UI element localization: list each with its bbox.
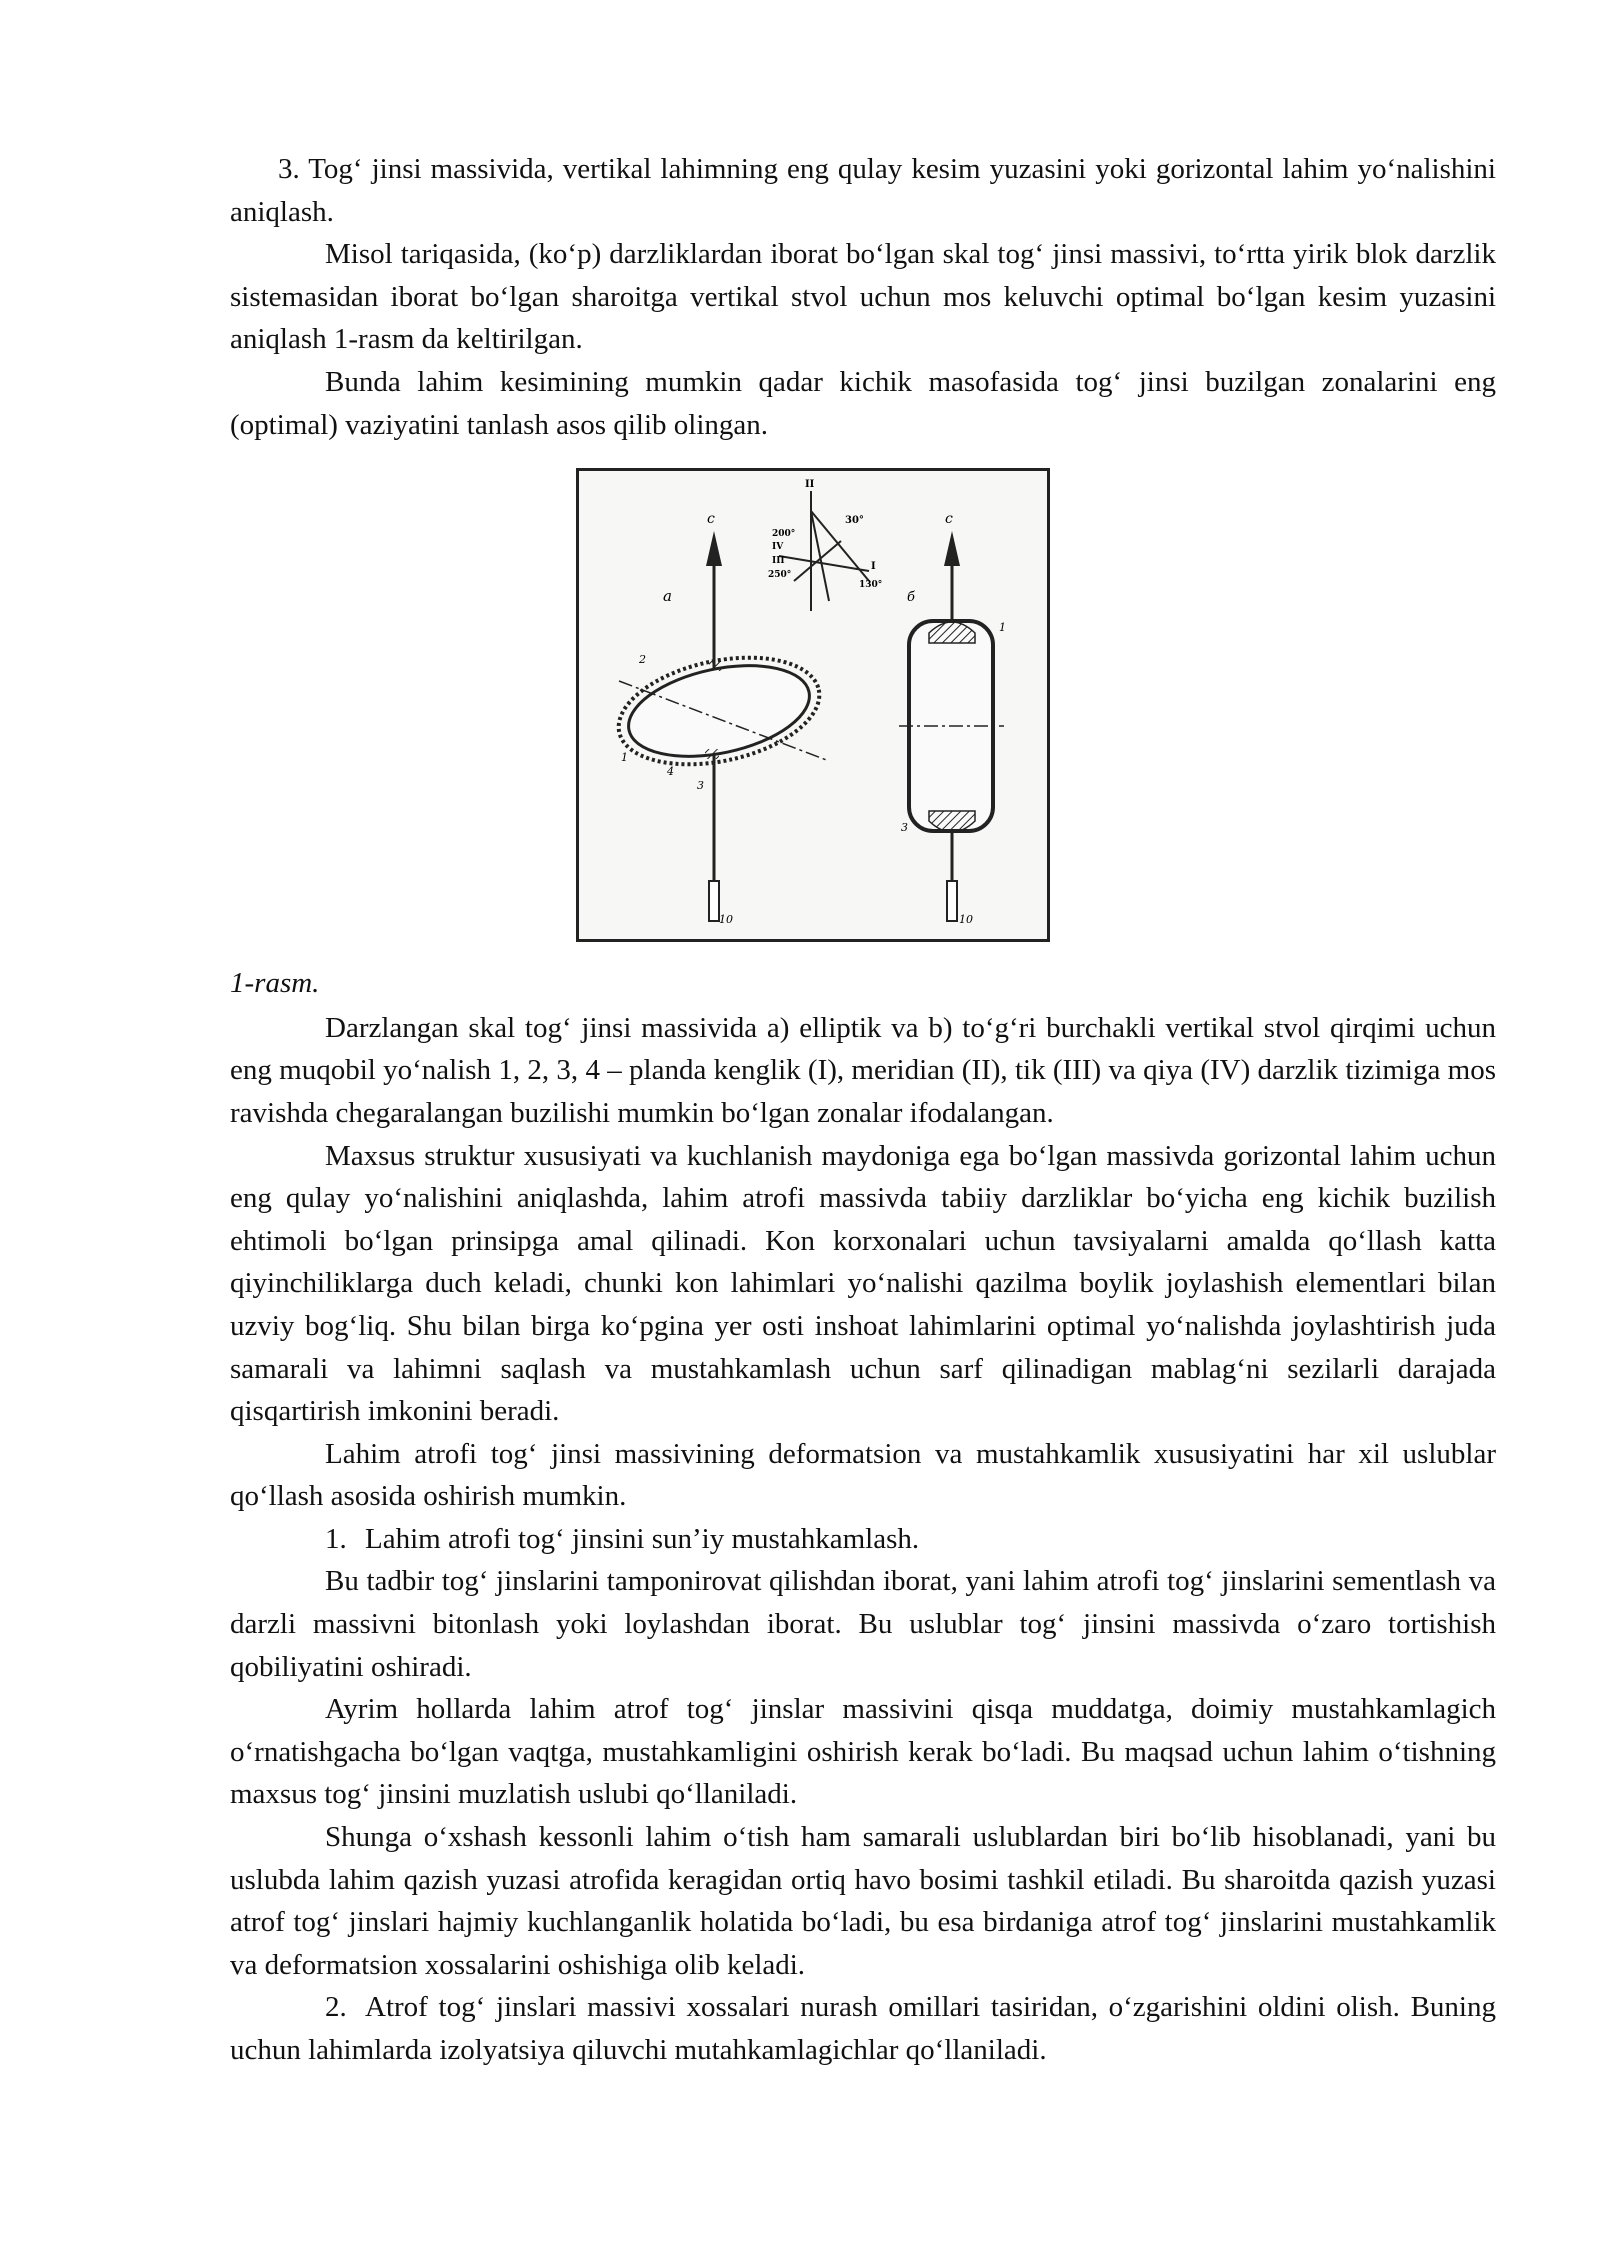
list-item-2 <box>230 1986 1496 2071</box>
right-shaft-base <box>947 881 957 921</box>
rose-label-200: 200° <box>772 529 796 540</box>
paragraph-caisson: Shunga o‘xshash kessonli lahim o‘tish ham samarali uslublardan biri bo‘lib hisoblanadi, yani bu uslubda lahim qazish yuzasi atrofida keragidan ortiq havo bosimi tashkil etiladi. Bu sharoitda qazish yuzasi atrof tog‘ jinslari hajmiy kuchlanganlik holatida bo‘ladi, bu esa birdaniga atrof tog‘ jinslarini mustahkamlik va deformatsion xossalarini oshishiga olib keladi. <box>230 1821 1496 1981</box>
figure-container <box>230 468 1496 956</box>
list-item-1 <box>230 1518 1496 1561</box>
left-north-arrowhead <box>706 531 722 566</box>
rose-label-250: 250° <box>768 570 792 581</box>
rose-label-30: 30° <box>845 515 864 527</box>
left-label-4: 4 <box>667 765 674 779</box>
panel-b-label: б <box>907 590 915 606</box>
paragraph-freezing: Ayrim hollarda lahim atrof tog‘ jinslar massivini qisqa muddatga, doimiy mustahkamlagich o‘rnatishgacha bo‘lgan vaqtga, mustahkamligini oshirish kerak bo‘ladi. Bu maqsad uchun lahim o‘tishning maxsus tog‘ jinsini muzlatish uslubi qo‘llaniladi. <box>230 1693 1496 1811</box>
paragraph-heading-3: 3. Tog‘ jinsi massivida, vertikal lahimning eng qulay kesim yuzasini yoki gorizontal lahim yo‘nalishini aniqlash. <box>230 153 1496 228</box>
right-north-arrowhead <box>944 531 960 566</box>
rose-label-iii: III <box>772 556 785 567</box>
paragraph-basis: Bunda lahim kesimining mumkin qadar kichik masofasida tog‘ jinsi buzilgan zonalarini eng (optimal) vaziyatini tanlash asos qilib olingan. <box>230 365 1496 441</box>
rose-line-d <box>811 511 829 601</box>
figure-caption: 1-rasm. <box>230 967 320 1000</box>
figure-svg <box>579 471 1047 939</box>
rose-label-roman-top: II <box>805 479 815 491</box>
left-label-1: 1 <box>621 751 628 765</box>
paragraph-deformation: Lahim atrofi tog‘ jinsi massivining deformatsion va mustahkamlik xususiyatini har xil uslublar qo‘llash asosida oshirish mumkin. <box>230 1437 1496 1513</box>
ellipse-hatch-bottom <box>705 749 719 759</box>
paragraph-tamponing: Bu tadbir tog‘ jinslarini tamponirovat qilishdan iborat, yani lahim atrofi tog‘ jinslarini sementlash va darzli massivni bitonlash yoki loylashdan iborat. Bu uslublar tog‘ jinsini massivda o‘zaro tortishish qobiliyatini oshiradi. <box>230 1565 1496 1683</box>
figure-1-diagram <box>576 468 1050 942</box>
panel-a-label: a <box>663 587 672 606</box>
right-label-10: 10 <box>959 913 973 927</box>
document-page <box>230 148 1496 2072</box>
left-label-10: 10 <box>719 913 733 927</box>
ellipse-hatch-top <box>709 661 723 671</box>
right-label-1: 1 <box>999 621 1006 635</box>
left-label-2-top: 2 <box>639 653 646 667</box>
rose-label-i: I <box>871 561 876 573</box>
paragraph-horizontal-direction: Maxsus struktur xususiyati va kuchlanish maydoniga ega bo‘lgan massivda gorizontal lahim uchun eng qulay yo‘nalishini aniqlashda, lahim atrofi massivda tabiiy darzliklar bo‘yicha eng kichik buzilish ehtimoli bo‘lgan prinsipga amal qilinadi. Kon korxonalari uchun tavsiyalarni amalda qo‘llash katta qiyinchiliklarga duch keladi, chunki kon lahimlari yo‘nalishi qazilma boylik joylashish elementlari bilan uzviy bog‘liq. Shu bilan birga ko‘pgina yer osti inshoat lahimlarini optimal yo‘nalishda joylashtirish juda samarali va lahimni saqlash va mustahkamlash uchun sarf qilinadigan mablag‘ni sezilarli darajada qisqartirish imkonini beradi. <box>230 1139 1496 1428</box>
paragraph-figure-description: Darzlangan skal tog‘ jinsi massivida a) elliptik va b) to‘g‘ri burchakli vertikal stvol qirqimi uchun eng muqobil yo‘nalish 1, 2, 3, 4 – planda kenglik (I), meridian (II), tik (III) va qiya (IV) darzlik tizimiga mos ravishda chegaralangan buzilishi mumkin bo‘lgan zonalar ifodalangan. <box>230 1011 1496 1129</box>
list-item-2-text: Atrof tog‘ jinslari massivi xossalari nurash omillari tasiridan, o‘zgarishini oldini olish. Buning uchun lahimlarda izolyatsiya qiluvchi mutahkamlagichlar qo‘llaniladi. <box>230 1991 1496 2066</box>
list-item-1-text: Lahim atrofi tog‘ jinsini sun’iy mustahkamlash. <box>365 1522 920 1555</box>
right-north-label: c <box>945 511 953 528</box>
list-item-1-number: 1. <box>325 1522 347 1555</box>
left-label-3: 3 <box>697 779 704 793</box>
rose-label-130: 130° <box>859 580 883 591</box>
list-item-2-number: 2. <box>325 1991 347 2024</box>
paragraph-example: Misol tariqasida, (ko‘p) darzliklardan iborat bo‘lgan skal tog‘ jinsi massivi, to‘rtta yirik blok darzlik sistemasidan iborat bo‘lgan sharoitga vertikal stvol uchun mos keluvchi optimal bo‘lgan kesim yuzasini aniqlash 1-rasm da keltirilgan. <box>230 238 1496 356</box>
rose-label-iv: IV <box>772 542 784 553</box>
left-shaft-base <box>709 881 719 921</box>
left-north-label: c <box>707 511 715 528</box>
right-label-3: 3 <box>901 821 908 835</box>
